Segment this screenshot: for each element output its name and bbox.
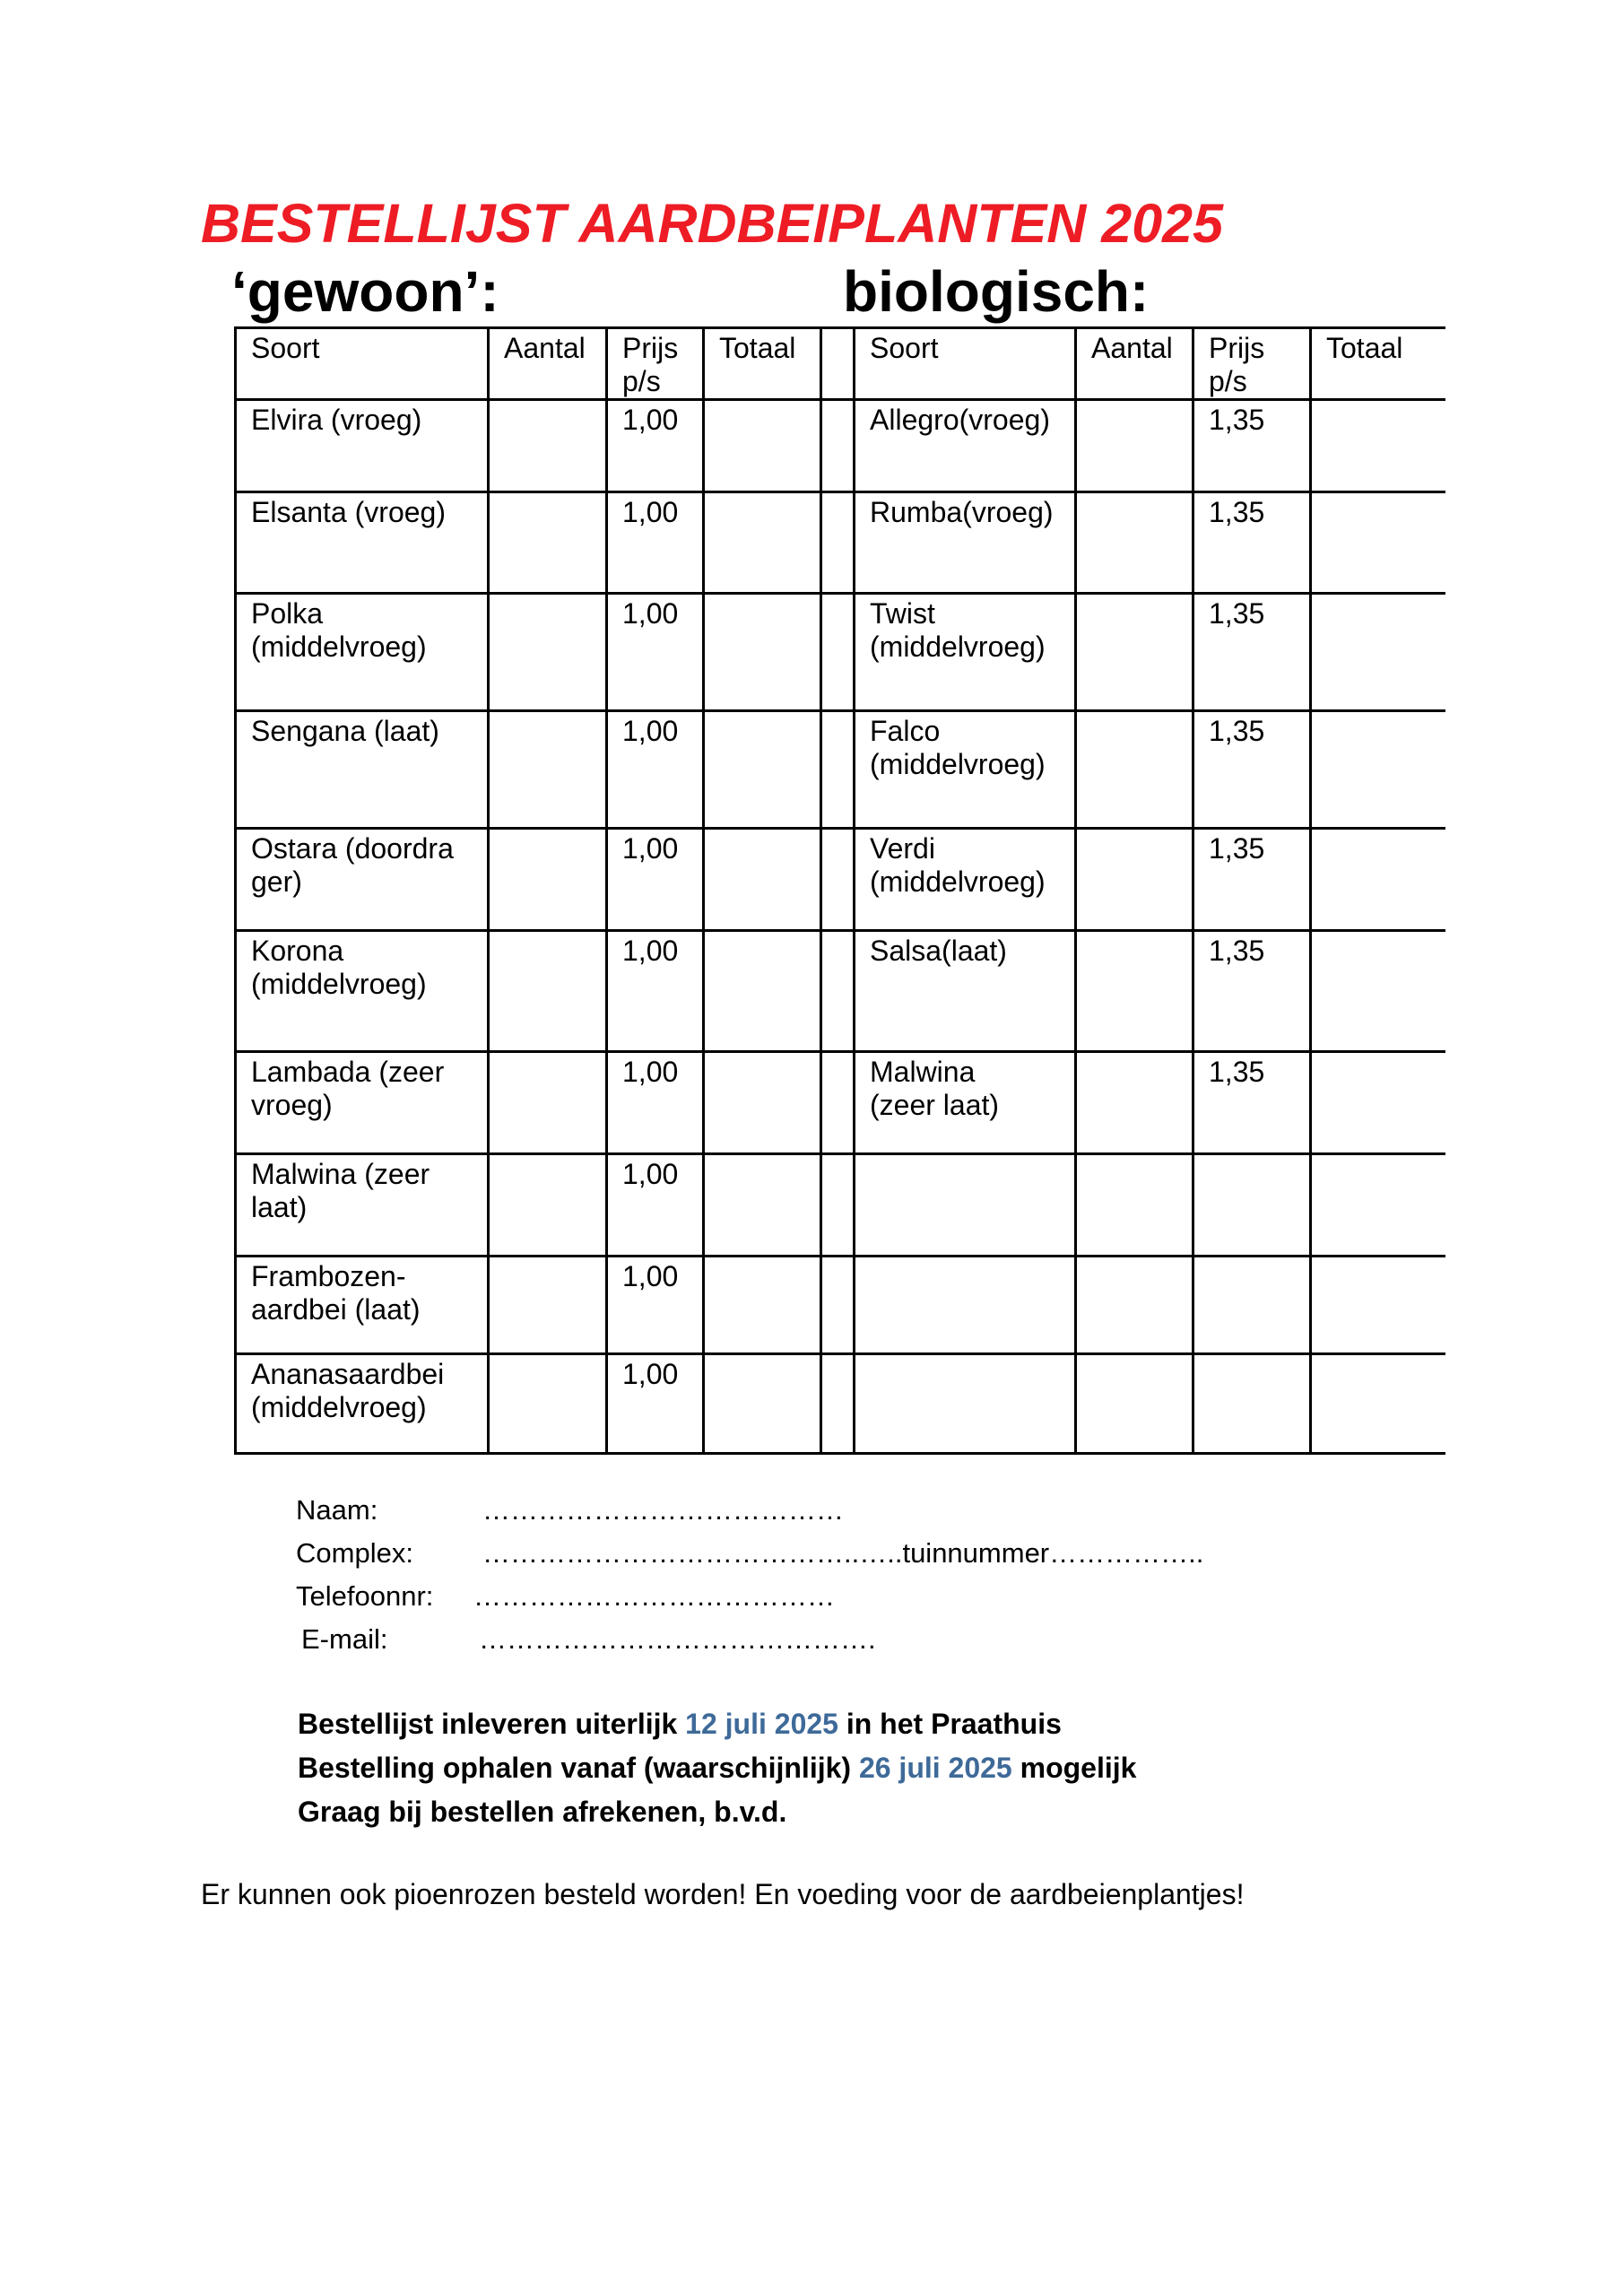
totaal-gewoon-cell[interactable] (704, 829, 821, 931)
header-totaal-gewoon: Totaal (704, 328, 821, 400)
column-gap (821, 594, 855, 711)
soort-biologisch-cell (855, 829, 1076, 931)
column-gap (821, 711, 855, 829)
prijs-gewoon-cell: 1,00 (607, 931, 704, 1052)
column-gap (821, 400, 855, 492)
totaal-biologisch-cell[interactable] (1311, 829, 1445, 931)
soort-line: Malwina (870, 1056, 976, 1088)
totaal-gewoon-cell[interactable] (704, 931, 821, 1052)
aantal-biologisch-cell[interactable] (1076, 594, 1193, 711)
totaal-gewoon-cell[interactable] (704, 1052, 821, 1154)
page-title: BESTELLIJST AARDBEIPLANTEN 2025 (201, 193, 1223, 254)
aantal-gewoon-cell[interactable] (489, 1354, 607, 1454)
totaal-gewoon-cell[interactable] (704, 400, 821, 492)
naam-field[interactable]: ………………………………… (482, 1494, 844, 1526)
header-prijs-biologisch (1193, 328, 1311, 400)
table-row (236, 492, 1445, 594)
soort-line: Falco (870, 715, 941, 747)
table-row (236, 400, 1445, 492)
prijs-biologisch-cell: 1,35 (1193, 1052, 1311, 1154)
soort-line: Frambozen- (251, 1260, 406, 1292)
email-label: E-mail: (301, 1623, 388, 1655)
column-gap (821, 1257, 855, 1354)
header-prijs-unit: p/s (1209, 365, 1247, 397)
soort-biologisch-cell (855, 1154, 1076, 1257)
header-totaal-biologisch: Totaal (1311, 328, 1445, 400)
table-row (236, 829, 1445, 931)
header-aantal-gewoon: Aantal (489, 328, 607, 400)
complex-label: Complex: (296, 1537, 413, 1569)
header-prijs-label: Prijs (1209, 332, 1265, 364)
aantal-biologisch-cell[interactable] (1076, 1154, 1193, 1257)
soort-line: (middelvroeg) (870, 748, 1046, 780)
column-gap (821, 328, 855, 400)
column-gap (821, 1154, 855, 1257)
note-afrekenen: Graag bij bestellen afrekenen, b.v.d. (298, 1796, 787, 1828)
soort-line: Sengana (laat) (251, 715, 439, 747)
column-gap (821, 492, 855, 594)
soort-line: (middelvroeg) (251, 631, 427, 663)
prijs-biologisch-cell (1193, 1257, 1311, 1354)
soort-gewoon-cell (236, 1257, 489, 1354)
aantal-gewoon-cell[interactable] (489, 829, 607, 931)
table-row (236, 931, 1445, 1052)
totaal-biologisch-cell[interactable] (1311, 1257, 1445, 1354)
aantal-gewoon-cell[interactable] (489, 711, 607, 829)
pickup-date: 26 juli 2025 (858, 1752, 1012, 1784)
soort-gewoon-cell (236, 400, 489, 492)
prijs-gewoon-cell: 1,00 (607, 1354, 704, 1454)
aantal-biologisch-cell[interactable] (1076, 400, 1193, 492)
soort-gewoon-cell (236, 711, 489, 829)
tuinnummer-field[interactable]: …………….. (1049, 1537, 1204, 1569)
soort-biologisch-cell (855, 1257, 1076, 1354)
soort-gewoon-cell (236, 594, 489, 711)
column-gap (821, 1354, 855, 1454)
soort-line: Ostara (doordra (251, 832, 454, 865)
totaal-biologisch-cell[interactable] (1311, 1052, 1445, 1154)
soort-biologisch-cell (855, 711, 1076, 829)
naam-label: Naam: (296, 1494, 378, 1526)
header-aantal-biologisch: Aantal (1076, 328, 1193, 400)
column-gap (821, 829, 855, 931)
table-row (236, 1257, 1445, 1354)
soort-line: laat) (251, 1191, 308, 1223)
totaal-gewoon-cell[interactable] (704, 1354, 821, 1454)
totaal-biologisch-cell[interactable] (1311, 1154, 1445, 1257)
deadline-date: 12 juli 2025 (685, 1708, 838, 1740)
prijs-biologisch-cell: 1,35 (1193, 931, 1311, 1052)
aantal-gewoon-cell[interactable] (489, 1052, 607, 1154)
totaal-biologisch-cell[interactable] (1311, 492, 1445, 594)
header-prijs-unit: p/s (622, 365, 661, 397)
prijs-gewoon-cell: 1,00 (607, 829, 704, 931)
aantal-gewoon-cell[interactable] (489, 1154, 607, 1257)
aantal-gewoon-cell[interactable] (489, 492, 607, 594)
totaal-biologisch-cell[interactable] (1311, 400, 1445, 492)
prijs-gewoon-cell: 1,00 (607, 400, 704, 492)
totaal-biologisch-cell[interactable] (1311, 711, 1445, 829)
soort-line: Malwina (zeer (251, 1158, 430, 1190)
soort-biologisch-cell (855, 1052, 1076, 1154)
order-notes (298, 1708, 1136, 1839)
soort-gewoon-cell (236, 931, 489, 1052)
header-soort-biologisch: Soort (855, 328, 1076, 400)
soort-line: Korona (251, 935, 344, 967)
soort-line: (middelvroeg) (870, 865, 1046, 898)
totaal-biologisch-cell[interactable] (1311, 931, 1445, 1052)
header-prijs-gewoon (607, 328, 704, 400)
table-header-row (236, 328, 1445, 400)
aantal-biologisch-cell[interactable] (1076, 711, 1193, 829)
soort-biologisch-cell (855, 1354, 1076, 1454)
soort-line: (middelvroeg) (251, 968, 427, 1000)
note-ophalen (298, 1752, 1136, 1796)
aantal-gewoon-cell[interactable] (489, 1257, 607, 1354)
section-label-gewoon: ‘gewoon’: (231, 259, 499, 324)
soort-line: Allegro(vroeg) (870, 404, 1050, 436)
totaal-gewoon-cell[interactable] (704, 594, 821, 711)
note-text: Bestelling ophalen vanaf (waarschijnlijk) (298, 1752, 859, 1784)
prijs-biologisch-cell: 1,35 (1193, 711, 1311, 829)
prijs-gewoon-cell: 1,00 (607, 1052, 704, 1154)
soort-line: ger) (251, 865, 302, 898)
prijs-biologisch-cell (1193, 1154, 1311, 1257)
table-row (236, 1154, 1445, 1257)
soort-gewoon-cell (236, 1354, 489, 1454)
prijs-gewoon-cell: 1,00 (607, 1154, 704, 1257)
aantal-biologisch-cell[interactable] (1076, 1354, 1193, 1454)
soort-line: aardbei (laat) (251, 1293, 421, 1326)
table-row (236, 594, 1445, 711)
soort-biologisch-cell (855, 400, 1076, 492)
header-prijs-label: Prijs (622, 332, 679, 364)
prijs-gewoon-cell: 1,00 (607, 492, 704, 594)
soort-gewoon-cell (236, 1154, 489, 1257)
header-soort-gewoon: Soort (236, 328, 489, 400)
soort-line: (middelvroeg) (870, 631, 1046, 663)
soort-line: Elvira (vroeg) (251, 404, 422, 436)
aantal-gewoon-cell[interactable] (489, 594, 607, 711)
prijs-biologisch-cell: 1,35 (1193, 492, 1311, 594)
prijs-gewoon-cell: 1,00 (607, 1257, 704, 1354)
aantal-gewoon-cell[interactable] (489, 931, 607, 1052)
column-gap (821, 1052, 855, 1154)
totaal-gewoon-cell[interactable] (704, 1257, 821, 1354)
soort-gewoon-cell (236, 829, 489, 931)
soort-line: (zeer laat) (870, 1089, 1000, 1121)
soort-line: Verdi (870, 832, 935, 865)
prijs-biologisch-cell (1193, 1354, 1311, 1454)
footer-note: Er kunnen ook pioenrozen besteld worden! En voeding voor de aardbeienplantjes! (201, 1878, 1245, 1910)
soort-line: Elsanta (vroeg) (251, 496, 446, 528)
totaal-gewoon-cell[interactable] (704, 1154, 821, 1257)
soort-line: Lambada (zeer (251, 1056, 445, 1088)
aantal-biologisch-cell[interactable] (1076, 931, 1193, 1052)
soort-line: Twist (870, 597, 935, 630)
soort-biologisch-cell (855, 931, 1076, 1052)
aantal-biologisch-cell[interactable] (1076, 829, 1193, 931)
soort-line: Ananasaardbei (251, 1358, 445, 1390)
prijs-biologisch-cell: 1,35 (1193, 594, 1311, 711)
soort-line: Rumba(vroeg) (870, 496, 1054, 528)
table-row (236, 1354, 1445, 1454)
prijs-biologisch-cell: 1,35 (1193, 400, 1311, 492)
aantal-biologisch-cell[interactable] (1076, 492, 1193, 594)
soort-gewoon-cell (236, 1052, 489, 1154)
prijs-gewoon-cell: 1,00 (607, 594, 704, 711)
note-inleveren (298, 1708, 1136, 1752)
soort-line: Salsa(laat) (870, 935, 1007, 967)
totaal-gewoon-cell[interactable] (704, 711, 821, 829)
complex-dots[interactable]: …………………………………..….. (482, 1537, 903, 1569)
note-text: Bestellijst inleveren uiterlijk (298, 1708, 686, 1740)
table-row (236, 711, 1445, 829)
soort-gewoon-cell (236, 492, 489, 594)
aantal-gewoon-cell[interactable] (489, 400, 607, 492)
email-field[interactable]: ……………………………………. (479, 1623, 876, 1655)
totaal-biologisch-cell[interactable] (1311, 594, 1445, 711)
order-table (234, 326, 1445, 1455)
column-gap (821, 931, 855, 1052)
tuinnummer-label: tuinnummer (902, 1537, 1050, 1569)
soort-line: (middelvroeg) (251, 1391, 427, 1423)
aantal-biologisch-cell[interactable] (1076, 1052, 1193, 1154)
note-text: in het Praathuis (838, 1708, 1062, 1740)
telefoon-field[interactable]: ………………………………… (473, 1580, 835, 1612)
complex-field[interactable] (482, 1537, 1203, 1570)
section-label-biologisch: biologisch: (843, 259, 1150, 324)
telefoon-label: Telefoonnr: (296, 1580, 434, 1612)
prijs-biologisch-cell: 1,35 (1193, 829, 1311, 931)
table-row (236, 1052, 1445, 1154)
soort-biologisch-cell (855, 492, 1076, 594)
soort-line: Polka (251, 597, 324, 630)
aantal-biologisch-cell[interactable] (1076, 1257, 1193, 1354)
totaal-gewoon-cell[interactable] (704, 492, 821, 594)
totaal-biologisch-cell[interactable] (1311, 1354, 1445, 1454)
soort-line: vroeg) (251, 1089, 333, 1121)
prijs-gewoon-cell: 1,00 (607, 711, 704, 829)
soort-biologisch-cell (855, 594, 1076, 711)
note-text: mogelijk (1011, 1752, 1137, 1784)
